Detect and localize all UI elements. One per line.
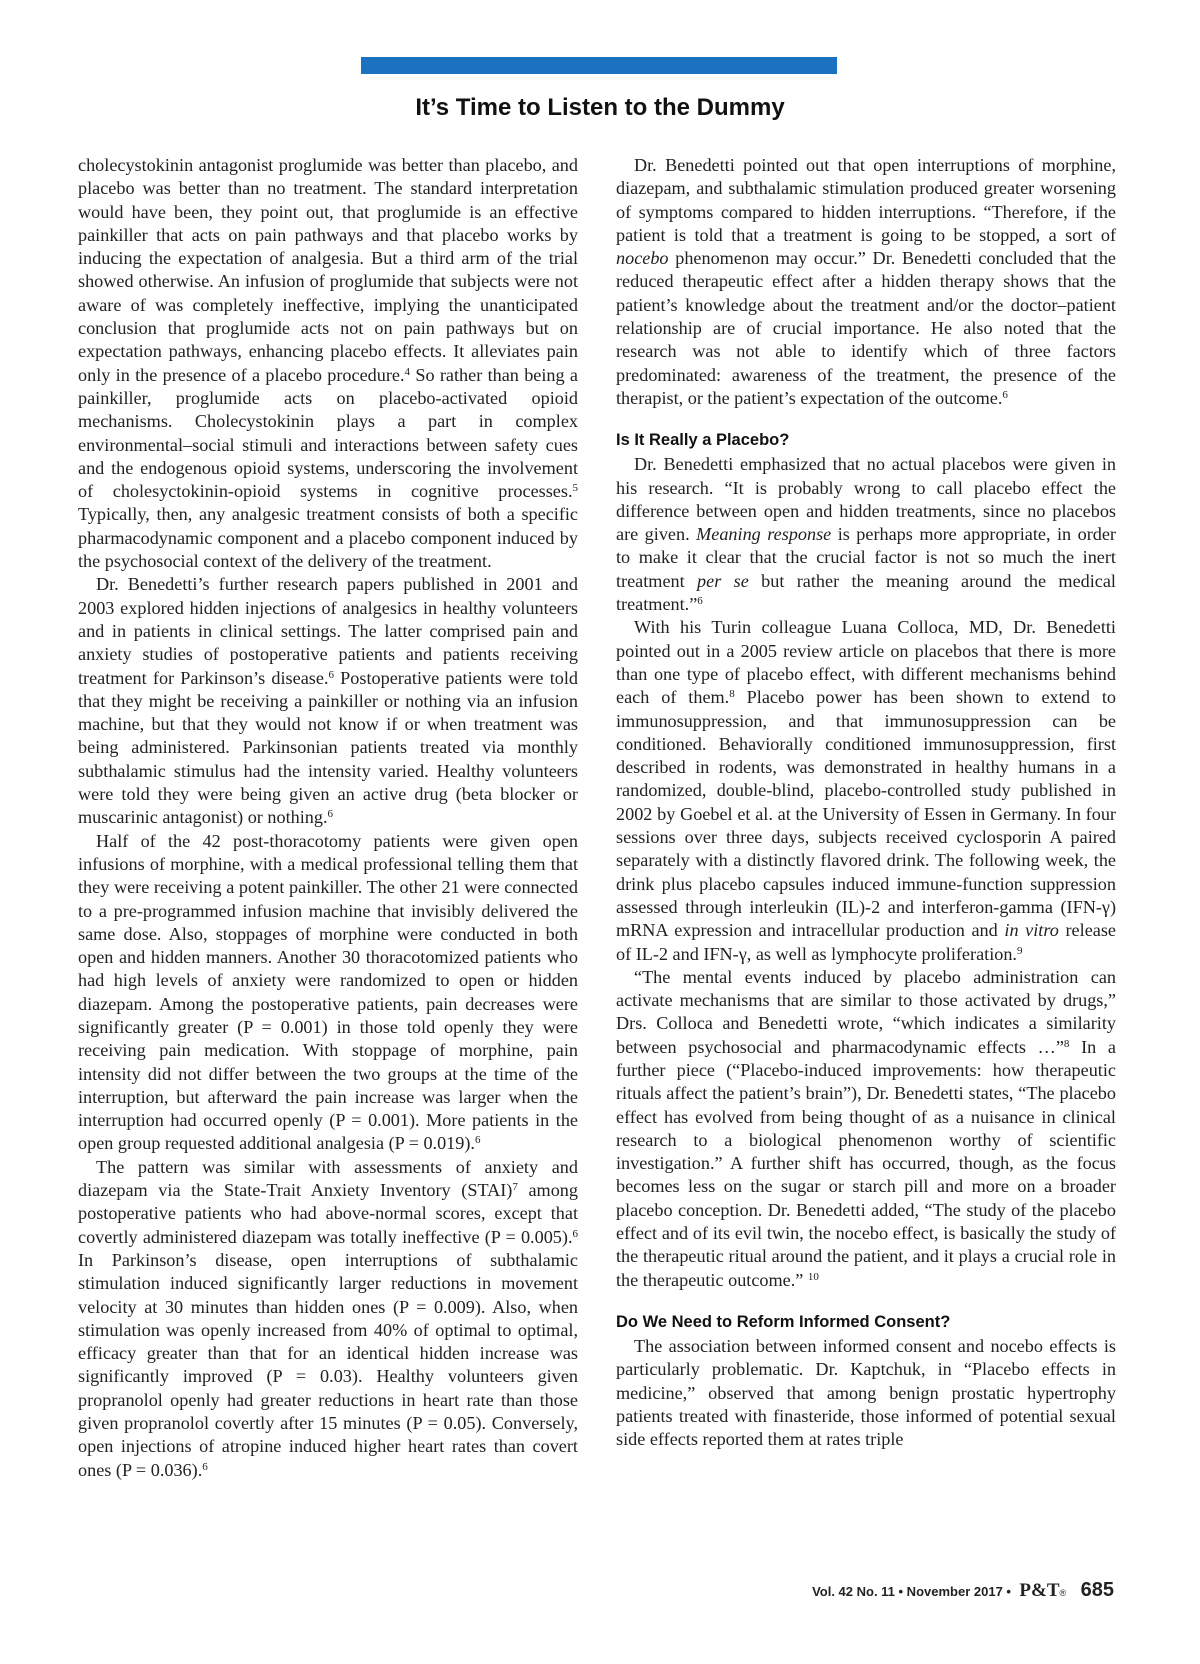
- reference-mark: 6: [697, 595, 703, 608]
- issue-citation: Vol. 42 No. 11 • November 2017 •: [812, 1584, 1011, 1599]
- journal-name: P&T: [1019, 1580, 1060, 1601]
- reference-mark: 6: [202, 1460, 208, 1473]
- reference-mark: 6: [328, 668, 334, 681]
- reference-mark: 10: [807, 1270, 819, 1283]
- paragraph: Dr. Benedetti’s further research papers published in 2001 and 2003 explored hidden injections of analgesics in healthy volunteers and in patients in clinical settings. The latter comprised pain and anxiety studies of postoperative patients and patients receiving treatment for Parkinson’s disease.$^6$ Postoperative patients were told that they might be receiving a painkiller or nothing via an infusion machine, but that they would not know if or when treatment was being administered. Parkinsonian patients treated via monthly subthalamic stimulus had the intensity varied. Healthy volunteers were told they were being given an active drug (beta blocker or muscarinic antagonist) or nothing.$^6$: [78, 574, 579, 828]
- reference-mark: 6: [327, 808, 334, 821]
- page-number: 685: [1080, 1579, 1114, 1601]
- paragraph: Dr. Benedetti emphasized that no actual placebos were given in his research. “It is probably wrong to call placebo effect the difference between open and hidden treatments, since no placebos are given. Meaning response is perhaps more appropriate, in order to make it clear that the crucial factor is not so much the inert treatment per se but rather the meaning around the medical treatment.”$^6$: [616, 454, 1116, 615]
- right-column: [616, 154, 1116, 1451]
- reference-mark: 8: [729, 688, 735, 701]
- reference-mark: 6: [572, 1227, 578, 1240]
- paragraph: The pattern was similar with assessments of anxiety and diazepam via the State-Trait Anxiety Inventory (STAI)$^7$ among postoperative patients who had above-normal scores, except that covertly administered diazepam was totally ineffective (P = 0.005).$^6$ In Parkinson’s disease, open interruptions of subthalamic stimulation induced significantly larger reductions in movement velocity at 30 minutes than hidden ones (P = 0.009). Also, when stimulation was openly increased from 40% of optimal to optimal, efficacy greater than that for an identical hidden increase was significantly improved (P = 0.03). Healthy volunteers given propranolol openly had greater reductions in heart rate than those given propranolol covertly after 15 minutes (P = 0.05). Conversely, open injections of atropine induced higher heart rates than covert ones (P = 0.036).$^6$: [78, 1156, 578, 1480]
- reference-mark: 9: [1016, 944, 1023, 957]
- paragraph: Half of the 42 post-thoracotomy patients were given open infusions of morphine, with a medical professional telling them that they were receiving a potent painkiller. The other 21 were connected to a pre-programmed infusion machine that invisibly delivered the same dose. Also, stoppages of morphine were conducted in both open and hidden manners. Another 30 thoracotomized patients who had high levels of anxiety were randomized to open or hidden diazepam. Among the postoperative patients, pain decreases were significantly greater (P = 0.001) in those told openly they were receiving pain medication. With stoppage of morphine, pain intensity did not differ between the two groups at the time of the interruption, but afterward the pain increase was larger when the interruption had occurred openly (P = 0.001). More patients in the open group requested additional analgesia (P = 0.019).$^6$: [78, 830, 578, 1154]
- page-footer: [812, 1579, 1114, 1602]
- paragraph: “The mental events induced by placebo administration can activate mechanisms that are similar to those activated by drugs,” Drs. Colloca and Benedetti wrote, “which indicates a similarity between psychosocial and pharmacodynamic effects …”$^8$ In a further piece (“Placebo-induced improvements: how therapeutic rituals affect the patient’s brain”), Dr. Benedetti states, “The placebo effect has evolved from being thought of as a nuisance in clinical research to a biological phenomenon worthy of scientific investigation.” A further shift has occurred, though, as the focus becomes less on the sugar or starch pill and more on a broader placebo conception. Dr. Benedetti added, “The study of the placebo effect and of its evil twin, the nocebo effect, is basically the study of the therapeutic ritual around the patient, and it plays a crucial role in the therapeutic outcome.” $^{10}$: [616, 966, 1116, 1290]
- registered-mark: ®: [1059, 1588, 1067, 1598]
- header-accent-bar: [361, 57, 837, 74]
- paragraph: Dr. Benedetti pointed out that open interruptions of morphine, diazepam, and subthalamic stimulation produced greater worsening of symptoms compared to hidden interruptions. “Therefore, if the patient is told that a treatment is going to be stopped, a sort of nocebo phenomenon may occur.” Dr. Benedetti concluded that the reduced therapeutic effect after a hidden therapy shows that the patient’s knowledge about the treatment and/or the doctor–patient relationship are of crucial importance. He also noted that the research was not able to identify which of three factors predominated: awareness of the treatment, the presence of the therapist, or the patient’s expectation of the outcome.$^6$: [616, 155, 1116, 408]
- paragraph: With his Turin colleague Luana Colloca, MD, Dr. Benedetti pointed out in a 2005 review article on placebos that there is more than one type of placebo effect, with different mechanisms behind each of them.$^8$ Placebo power has been shown to extend to immunosuppression, and that immunosuppression can be conditioned. Behaviorally conditioned immunosuppression, first described in rodents, was demonstrated in healthy humans in a randomized, double-blind, placebo-controlled study published in 2002 by Goebel et al. at the University of Essen in Germany. In four sessions over three days, subjects received cyclosporin A paired separately with a distinctly flavored drink. The following week, the drink plus placebo capsules induced immune-function suppression assessed through interleukin (IL)-2 and interferon-gamma (IFN-γ) mRNA expression and intracellular production and in vitro release of IL-2 and IFN-γ, as well as lymphocyte proliferation.$^9$: [616, 617, 1117, 964]
- reference-mark: 7: [512, 1181, 518, 1194]
- paragraph: The association between informed consent and nocebo effects is particularly problematic. Dr. Kaptchuk, in “Placebo effects in medicine,” observed that among benign prostatic hypertrophy patients treated with finasteride, those informed of potential sexual side effects reported them at rates triple: [616, 1335, 1116, 1450]
- reference-mark: 8: [1063, 1037, 1070, 1050]
- reference-mark: 6: [474, 1134, 481, 1147]
- reference-mark: 6: [1002, 388, 1008, 401]
- paragraph: cholecystokinin antagonist proglumide was better than placebo, and placebo was better than no treatment. The standard interpretation would have been, they point out, that proglumide is an effective painkiller that acts on pain pathways and that placebo works by inducing the expectation of analgesia. But a third arm of the trial showed otherwise. An infusion of proglumide that subjects were not aware of was completely ineffective, implying the unanticipated conclusion that proglumide acts not on pain pathways but on expectation pathways, enhancing placebo effects. It alleviates pain only in the presence of a placebo procedure.$^4$ So rather than being a painkiller, proglumide acts on placebo-activated opioid mechanisms. Cholecystokinin plays a part in complex environmental–social stimuli and interactions between safety cues and the endogenous opioid systems, underscoring the involvement of cholesyctokinin-opioid systems in cognitive processes.$^5$ Typically, then, any analgesic treatment consists of both a specific pharmacodynamic component and a placebo component induced by the psychosocial context of the delivery of the treatment.: [78, 155, 578, 572]
- reference-mark: 5: [572, 482, 578, 495]
- page-title: It’s Time to Listen to the Dummy: [415, 94, 785, 121]
- section-heading: Is It Really a Placebo?: [616, 431, 790, 450]
- reference-mark: 4: [404, 365, 411, 378]
- section-heading: Do We Need to Reform Informed Consent?: [616, 1312, 951, 1331]
- left-column: [78, 154, 578, 1482]
